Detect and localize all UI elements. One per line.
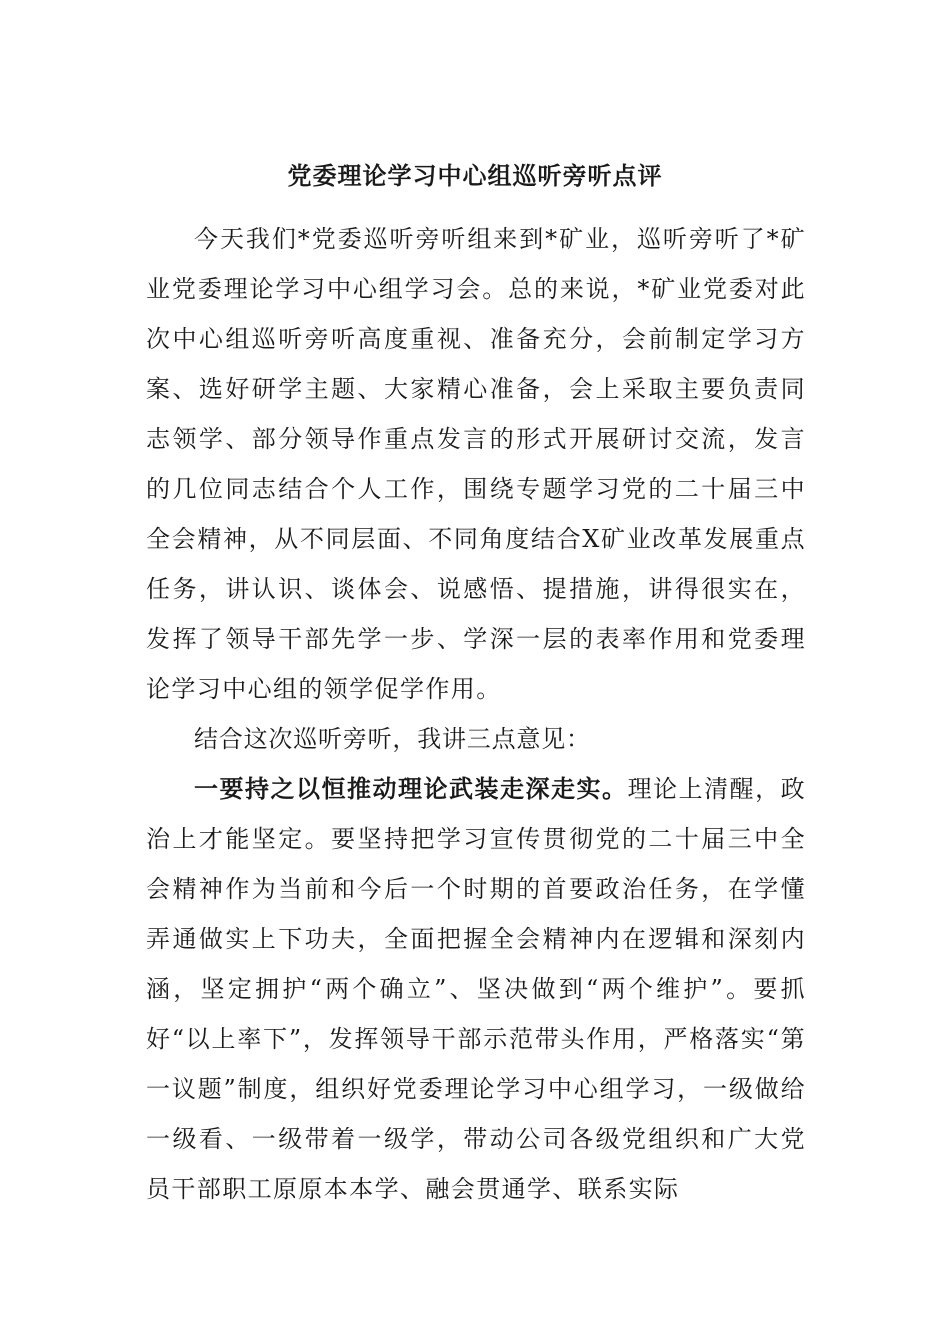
paragraph-intro	[146, 214, 806, 714]
paragraph-transition	[146, 714, 806, 764]
paragraph-point-one-text: 理论上清醒，政治上才能坚定。要坚持把学习宣传贯彻党的二十届三中全会精神作为当前和今后一个时期的首要政治任务，在学懂弄通做实上下功夫，全面把握全会精神内在逻辑和深刻内涵，坚定拥护“两个确立”、坚决做到“两个维护”。要抓好“以上率下”，发挥领导干部示范带头作用，严格落实“第一议题”制度，组织好党委理论学习中心组学习，一级做给一级看、一级带着一级学，带动公司各级党组织和广大党员干部职工原原本本学、融会贯通学、联系实际	[146, 775, 806, 1203]
document-body	[146, 214, 806, 1214]
paragraph-intro-text: 今天我们*党委巡听旁听组来到*矿业，巡听旁听了*矿业党委理论学习中心组学习会。总的来说，*矿业党委对此次中心组巡听旁听高度重视、准备充分，会前制定学习方案、选好研学主题、大家精心准备，会上采取主要负责同志领学、部分领导作重点发言的形式开展研讨交流，发言的几位同志结合个人工作，围绕专题学习党的二十届三中全会精神，从不同层面、不同角度结合X矿业改革发展重点任务，讲认识、谈体会、说感悟、提措施，讲得很实在，发挥了领导干部先学一步、学深一层的表率作用和党委理论学习中心组的领学促学作用。	[146, 225, 806, 703]
document-title: 党委理论学习中心组巡听旁听点评	[287, 161, 663, 190]
paragraph-transition-text: 结合这次巡听旁听，我讲三点意见：	[194, 725, 591, 753]
paragraph-point-one-lead: 一要持之以恒推动理论武装走深走实。	[194, 774, 628, 803]
paragraph-point-one	[146, 764, 806, 1214]
